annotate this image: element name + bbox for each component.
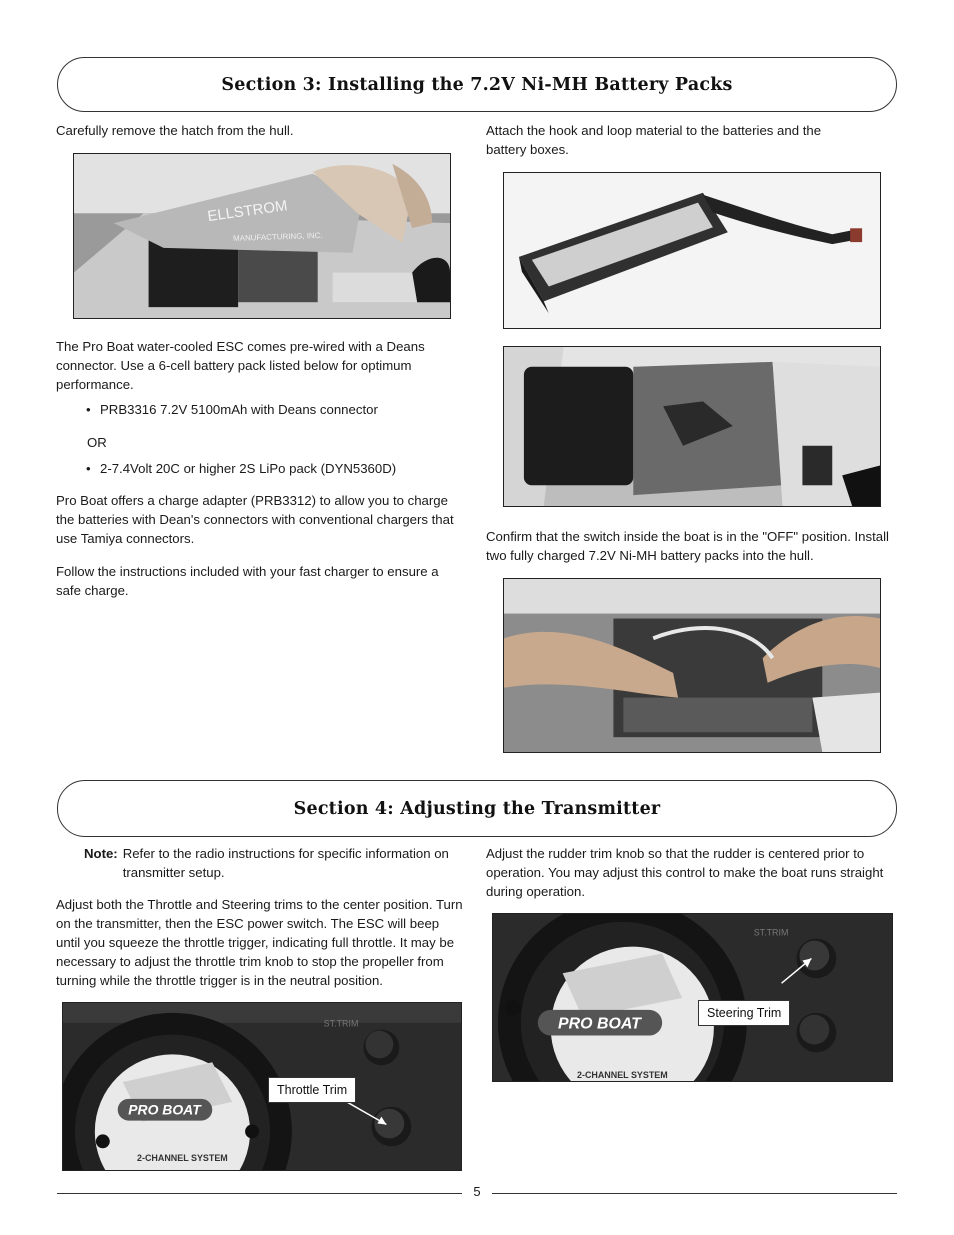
hatch-brand-sub-text: MANUFACTURING, INC. <box>232 230 323 243</box>
steering-photo-st-trim-label: ST.TRIM <box>753 927 789 938</box>
esc-description: The Pro Boat water-cooled ESC comes pre-wired with a Deans connector. Use a 6-cell battery pack listed below for optimum performance. <box>56 339 425 392</box>
section-3-title: Section 3: Installing the 7.2V Ni-MH Battery Packs <box>221 74 733 95</box>
fast-charger-text: Follow the instructions included with your fast charger to ensure a safe charge. <box>56 564 439 598</box>
battery-option-2: • 2-7.4Volt 20C or higher 2S LiPo pack (DYN5360D) <box>86 459 446 478</box>
steering-photo-system-text: 2-CHANNEL SYSTEM <box>576 1070 668 1081</box>
section-4-title: Section 4: Adjusting the Transmitter <box>293 798 661 819</box>
throttle-trim-photo <box>62 1002 462 1171</box>
hatch-instruction: Carefully remove the hatch from the hull. <box>56 123 294 138</box>
battery-option-1: • PRB3316 7.2V 5100mAh with Deans connector <box>86 400 446 419</box>
or-label: OR <box>87 435 107 450</box>
battery-options-list-2 <box>86 459 446 478</box>
steering-trim-photo <box>492 913 893 1082</box>
throttle-photo-system-text: 2-CHANNEL SYSTEM <box>137 1153 228 1164</box>
confirm-switch-instruction: Confirm that the switch inside the boat is in the "OFF" position. Install two fully charged 7.2V Ni-MH battery packs into the hull. <box>486 529 889 563</box>
section-3-header <box>57 57 897 112</box>
battery-pack-photo <box>503 172 881 329</box>
throttle-photo-st-trim-label: ST.TRIM <box>323 1018 359 1029</box>
hatch-brand-text: ELLSTROM <box>206 198 289 226</box>
install-batteries-photo <box>503 578 881 753</box>
transmitter-note <box>84 844 454 882</box>
rudder-trim-instruction: Adjust the rudder trim knob so that the rudder is centered prior to operation. You may adjust this control to make the boat runs straight during operation. <box>486 846 884 899</box>
footer-rule-right <box>492 1193 897 1194</box>
trim-adjust-instruction: Adjust both the Throttle and Steering trims to the center position. Turn on the transmitter, then the ESC power switch. The ESC will beep until you squeeze the throttle trigger, indicating full throttle. It may be necessary to adjust the throttle trim knob to stop the propeller from turning while the throttle trigger is in the neutral position. <box>56 897 463 988</box>
note-label: Note: <box>84 846 118 861</box>
battery-options-list <box>86 400 446 419</box>
note-text: Refer to the radio instructions for specific information on transmitter setup. <box>122 846 449 880</box>
steering-photo-logo: PRO BOAT <box>558 1015 641 1033</box>
charge-adapter-text: Pro Boat offers a charge adapter (PRB3312) to allow you to charge the batteries with Dean's connectors with conventional chargers that use Tamiya connectors. <box>56 493 454 546</box>
throttle-photo-logo: PRO BOAT <box>128 1101 201 1118</box>
page-number: 5 <box>473 1184 481 1199</box>
throttle-trim-callout: Throttle Trim <box>268 1077 356 1103</box>
section-4-header <box>57 780 897 837</box>
hatch-removal-photo <box>73 153 451 319</box>
footer-rule-left <box>57 1193 462 1194</box>
battery-box-photo <box>503 346 881 507</box>
steering-trim-callout: Steering Trim <box>698 1000 790 1026</box>
hook-loop-instruction: Attach the hook and loop material to the batteries and the battery boxes. <box>486 123 822 157</box>
